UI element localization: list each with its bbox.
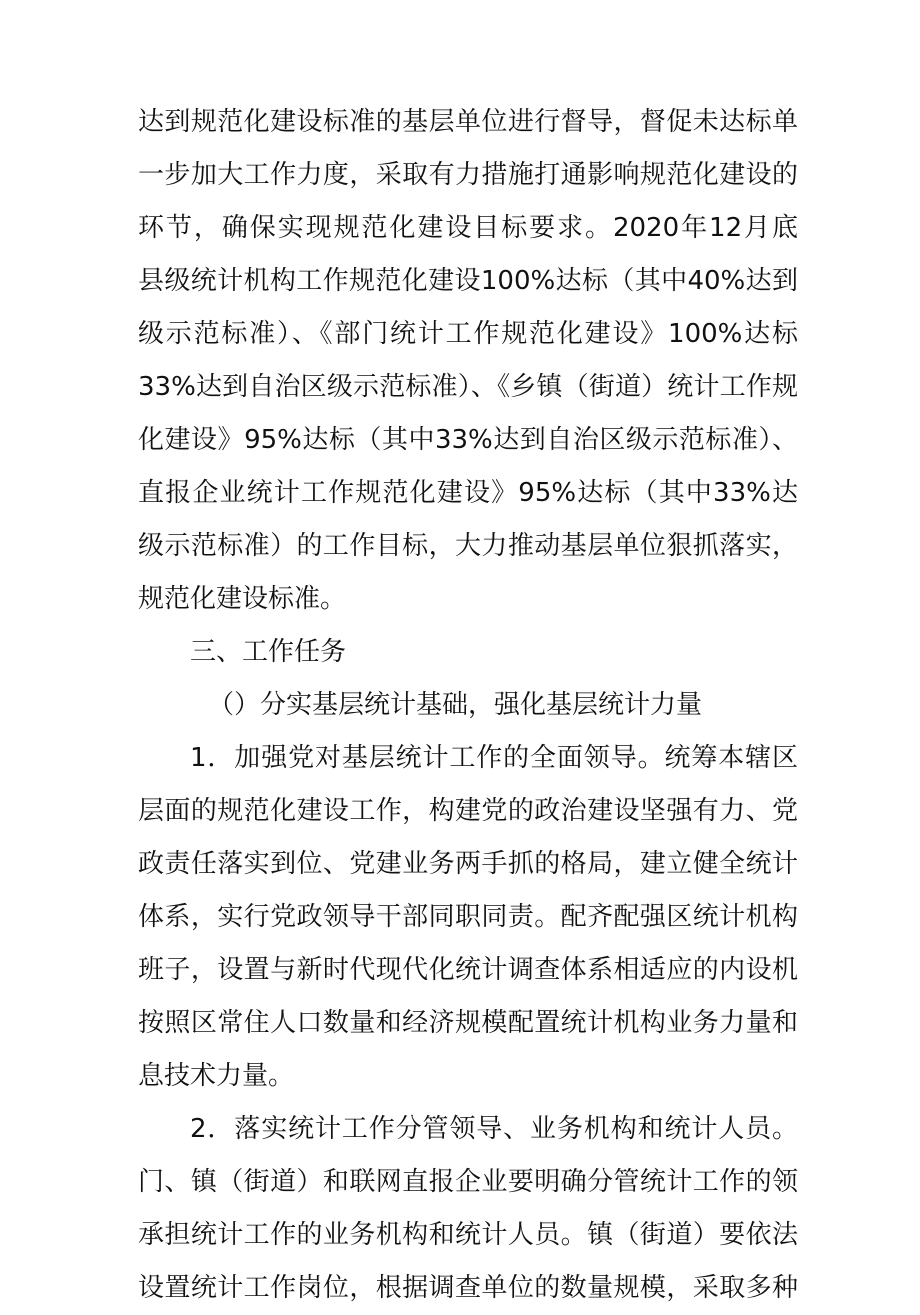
text-line: 级示范标准）、《部门统计工作规范化建设》100%达标 <box>138 319 798 349</box>
text-line: 一步加大工作力度，采取有力措施打通影响规范化建设的 <box>138 160 798 190</box>
text-line: 2．落实统计工作分管领导、业务机构和统计人员。 <box>190 1114 798 1144</box>
text-line: 班子，设置与新时代现代化统计调查体系相适应的内设机 <box>138 955 798 985</box>
text-line: 33%达到自治区级示范标准）、《乡镇（街道）统计工作规 <box>138 372 798 402</box>
text-line: 县级统计机构工作规范化建设100%达标（其中40%达到 <box>138 266 798 296</box>
text-line: 门、镇（街道）和联网直报企业要明确分管统计工作的领 <box>138 1167 798 1197</box>
text-line: 体系，实行党政领导干部同职同责。配齐配强区统计机构 <box>138 902 798 932</box>
text-line: 承担统计工作的业务机构和统计人员。镇（街道）要依法 <box>138 1220 798 1250</box>
text-line: 设置统计工作岗位，根据调查单位的数量规模，采取多种 <box>138 1273 798 1303</box>
text-line: 达到规范化建设标准的基层单位进行督导，督促未达标单 <box>138 107 798 137</box>
text-line: 化建设》95%达标（其中33%达到自治区级示范标准）、 <box>138 425 798 455</box>
text-line: 级示范标准）的工作目标，大力推动基层单位狠抓落实， <box>138 531 798 561</box>
text-line: 息技术力量。 <box>138 1061 295 1091</box>
text-line: 1．加强党对基层统计工作的全面领导。统筹本辖区 <box>190 743 798 773</box>
text-line: 直报企业统计工作规范化建设》95%达标（其中33%达 <box>138 478 798 508</box>
text-line: 按照区常住人口数量和经济规模配置统计机构业务力量和 <box>138 1008 798 1038</box>
text-line: 规范化建设标准。 <box>138 584 347 614</box>
text-line: 政责任落实到位、党建业务两手抓的格局，建立健全统计 <box>138 849 798 879</box>
text-line: 环节，确保实现规范化建设目标要求。2020年12月底 <box>138 213 798 243</box>
section-heading: 三、工作任务 <box>190 637 347 667</box>
text-line: 层面的规范化建设工作，构建党的政治建设坚强有力、党 <box>138 796 798 826</box>
subsection-heading: （）分实基层统计基础，强化基层统计力量 <box>208 690 703 720</box>
document-body <box>138 96 798 1315</box>
